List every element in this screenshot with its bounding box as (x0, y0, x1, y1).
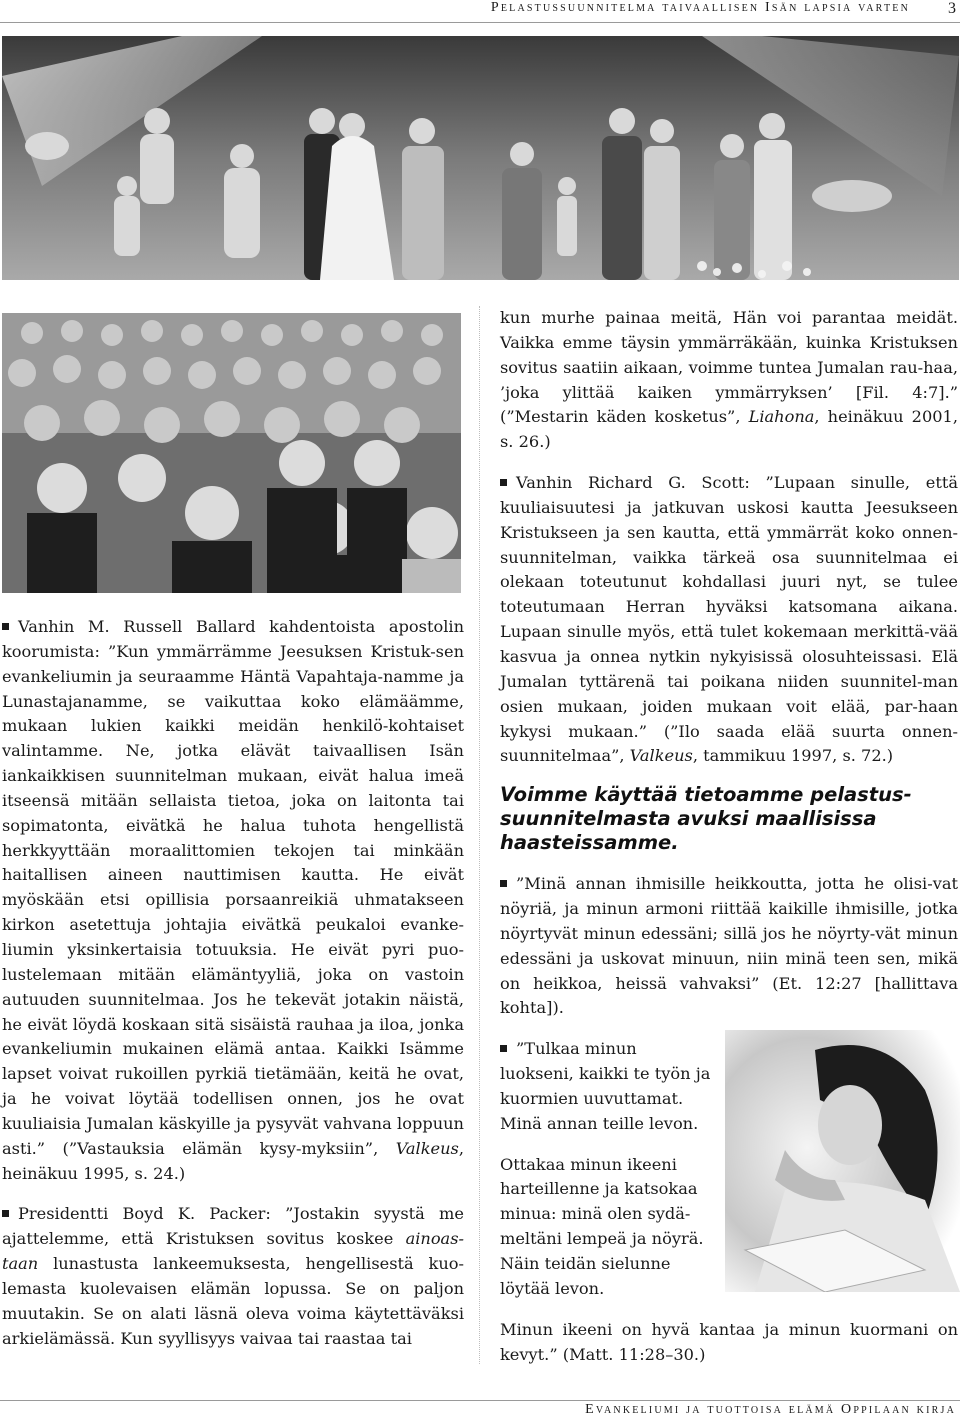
left-column (2, 615, 464, 1351)
footer-title: Evankeliumi ja tuottoisa elämä Oppilaan kirja (585, 1402, 956, 1417)
column-divider (479, 306, 480, 1364)
page-number: 3 (948, 0, 956, 17)
footer-rule (0, 1400, 960, 1401)
running-footer (0, 1402, 960, 1424)
header-title: Pelastussuunnitelma taivaallisen Isän lapsia varten (490, 0, 910, 15)
matthew-scripture-3: Minun ikeeni on hyvä kantaa ja minun kuormani on kevyt.” (Matt. 11:28–30.) (500, 1319, 958, 1364)
scott-quote: Vanhin Richard G. Scott: ”Lupaan sinulle, että kuuliaisuutesi ja jatkuvan uskosi kautta Jeesukseen Kristukseen ja sen kautta, että ymmärrät koko onnen-suunnitelman, vaikka tärkeä osa suunnitelmaa ei olekaan toteutunut kohdallasi juuri nyt, se tulee toteutumaan Herran hyväksi katsomana aikana. Lupaan sinulle myös, että tulet kokemaan merkittä-vää kasvua ja onnea nytkin nykyisissä olosuhteissasi. Elä Jumalan tyttärenä tai poikana niiden suunnitel-man osien mukaan, joiden mukaan voit elää, par-haan kykysi mukaan.” (”Ilo saada elää suurta onnen-suunnitelmaa”, Valkeus, tammikuu 1997, s. 72.) (500, 471, 958, 769)
section-heading: Voimme käyttää tietoamme pelastus-suunnitelmasta avuksi maallisissa haasteissamme. (500, 783, 912, 855)
girl-reading-photo (725, 1030, 960, 1292)
packer-quote-continued: kun murhe painaa meitä, Hän voi parantaa meidät. Vaikka emme täysin ymmärräkään, kuinka Kristuksen sovitus saatiin aikaan, voimme tuntea Jumalan rau-haa, ’joka ylittää kaiken ymmärryksen’ [Fil. 4:7].” (”Mestarin käden kosketus”, Liahona, heinäkuu 2001, s. 26.) (500, 308, 958, 452)
header-rule (0, 22, 960, 23)
life-stages-painting (2, 36, 959, 280)
youth-crowd-photo (2, 313, 461, 593)
running-header (0, 0, 960, 22)
ether-scripture: ”Minä annan ihmisille heikkoutta, jotta he olisi-vat nöyriä, ja minun armoni riittää kaikille ihmisille, jotka nöyrtyvät minun edessäni; sillä jos he nöyrty-vät minun edessäni ja uskovat minuun, niin minä teen sen, mikä on heikkoa, heissä vahvaksi” (Et. 12:27 [hallittava kohta]). (500, 872, 958, 1021)
ballard-quote: Vanhin M. Russell Ballard kahdentoista apostolin koorumista: ”Kun ymmärrämme Jeesuksen Kristuk-sen evankeliumin ja seuraamme Häntä Vapahtaja-namme ja Lunastajanamme, se vaikuttaa koko elämäämme, mukaan lukien kaikki meidän henkilö-kohtaiset valintamme. Ne, jotka elävät taivaallisen Isän iankaikkisen suunnitelman mukaan, eivät halua imeä itseensä mitään sellaista tietoa, joka on laitonta tai sopimatonta, eivätkä he halua tuhota hengellistä herkkyyttään moraalittomien tekojen tai minkään haitallisen aineen nauttimisen kautta. He eivät myöskään etsi opillisia porsaanreikiä uhmatakseen kirkon asetettuja johtajia eivätkä peukaloi evanke-liumin yksinkertaisia totuuksia. He eivät pyri puo-lustelemaan mitään elämäntyyliä, joka on vastoin autuuden suunnitelmaa. Jos he tekevät jotakin näistä, he eivät löydä koskaan sitä sisäistä rauhaa ja iloa, jonka evankeliumin mukainen elämä antaa. Kaikki Isämme lapset voivat rukoillen pyrkiä tietämään, keitä he ovat, ja he voivat löytää todellisen onnen, jos he ovat kuuliaisia Jumalan käskyille ja pysyvät vahvana loppuun asti.” (”Vastauksia elämän kysy-myksiin”, Valkeus, heinäkuu 1995, s. 24.) (2, 615, 464, 1186)
matthew-scripture-2: Ottakaa minun ikeeni harteillenne ja katsokaa minua: minä olen sydä-meltäni lempeä ja nöyrä. Näin teidän sielunne löytää levon. (500, 1154, 704, 1298)
matthew-scripture-1: ”Tulkaa minun luokseni, kaikki te työn ja kuormien uuvuttamat. Minä annan teille levon. (500, 1037, 714, 1136)
packer-quote: Presidentti Boyd K. Packer: ”Jostakin syystä me ajattelemme, että Kristuksen sovitus koskee ainoas-taan lunastusta lankeemuksesta, hengellisestä kuo-lemasta kuolevaisen elämän lopussa. Se on paljon muutakin. Se on alati läsnä oleva voima käytettäväksi arkielämässä. Kun syyllisyys vaivaa tai raastaa tai (2, 1202, 464, 1351)
